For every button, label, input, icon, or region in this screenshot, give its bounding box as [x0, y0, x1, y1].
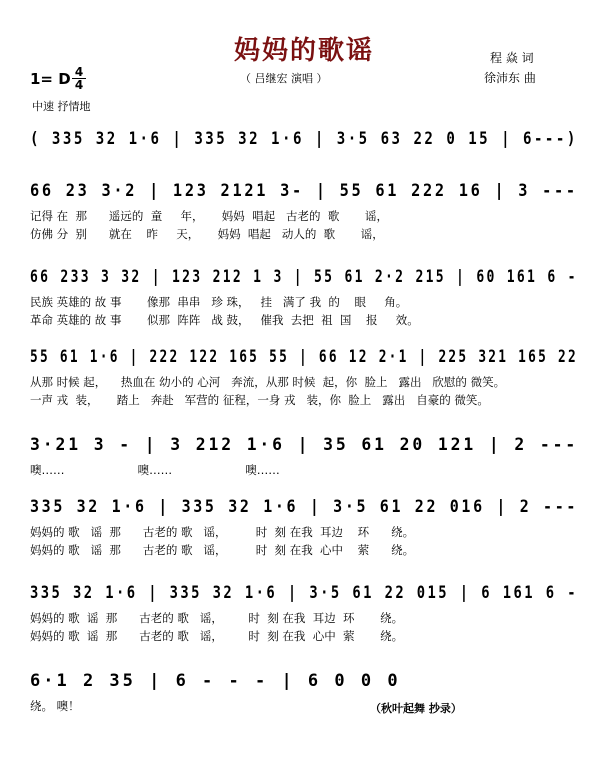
- lyric-line: 妈妈的 歌 谣 那 古老的 歌 谣， 时 刻 在我 心中 萦 绕。: [30, 629, 404, 643]
- lyric-line: 民族 英雄的 故 事 像那 串串 珍 珠， 挂 满了 我 的 眼 角。: [30, 295, 408, 309]
- score-system-7: [30, 582, 578, 604]
- copier-credit: （秋叶起舞 抄录）: [370, 702, 462, 715]
- composer-credit: 徐沛东 曲: [484, 71, 536, 85]
- notation-line: ( 335 32 1·6 | 335 32 1·6 | 3·5 63 22 0 15 | 6---): [30, 129, 578, 149]
- time-signature-top: 4: [72, 66, 86, 79]
- tempo-marking: 中速 抒情地: [32, 100, 91, 113]
- notation-line: 3·21 3 - | 3 212 1·6 | 35 61 20 121 | 2 ---: [30, 435, 579, 455]
- lyric-line: 妈妈的 歌 谣 那 古老的 歌 谣， 时 刻 在我 心中 萦 绕。: [30, 543, 415, 557]
- lyric-line: 噢…… 噢…… 噢……: [30, 463, 280, 477]
- lyric-line: 一声 戎 装， 踏上 奔赴 军营的 征程，一身 戎 装，你 脸上 露出 自豪的 微笑。: [30, 393, 489, 407]
- lyricist-credit: 程 焱 词: [490, 51, 534, 65]
- song-title: 妈妈的歌谣: [233, 36, 374, 66]
- key-signature: 1= D: [30, 70, 71, 88]
- lyric-line: 妈妈的 歌 谣 那 古老的 歌 谣， 时 刻 在我 耳边 环 绕。: [30, 525, 415, 539]
- notation-line: 55 61 1·6 | 222 122 165 55 | 66 12 2·1 | 225 321 165 22: [30, 347, 578, 367]
- lyric-line: 从那 时候 起， 热血在 幼小的 心河 奔流，从那 时候 起，你 脸上 露出 欣慰的 微笑。: [30, 375, 506, 389]
- lyric-line: 革命 英雄的 故 事 似那 阵阵 战 鼓， 催我 去把 祖 国 报 效。: [30, 313, 419, 327]
- score-system-3: [30, 266, 578, 288]
- singer-credit: （ 吕继宏 演唱 ）: [240, 72, 328, 85]
- score-system-1: [30, 128, 578, 150]
- score-system-5: [30, 434, 578, 456]
- lyric-line: 绕。 噢！: [30, 699, 80, 713]
- notation-line: 66 233 3 32 | 123 212 1 3 | 55 61 2·2 215 | 60 161 6 -: [30, 267, 578, 287]
- lyric-line: 妈妈的 歌 谣 那 古老的 歌 谣， 时 刻 在我 耳边 环 绕。: [30, 611, 404, 625]
- time-signature: [72, 66, 86, 91]
- lyric-line: 记得 在 那 遥远的 童 年， 妈妈 唱起 古老的 歌 谣，: [30, 209, 388, 223]
- notation-line: 335 32 1·6 | 335 32 1·6 | 3·5 61 22 016 | 2 ---: [30, 497, 579, 517]
- score-system-8: [30, 670, 578, 692]
- score-system-6: [30, 496, 578, 518]
- lyric-line: 仿佛 分 别 就在 昨 天， 妈妈 唱起 动人的 歌 谣，: [30, 227, 384, 241]
- notation-line: 6·1 2 35 | 6 - - - | 6 0 0 0: [30, 671, 401, 691]
- notation-line: 66 23 3·2 | 123 2121 3- | 55 61 222 16 | 3 ---: [30, 181, 578, 201]
- score-system-4: [30, 346, 578, 368]
- notation-line: 335 32 1·6 | 335 32 1·6 | 3·5 61 22 015 | 6 161 6 -: [30, 583, 578, 603]
- score-system-2: [30, 180, 578, 202]
- time-signature-bottom: 4: [74, 78, 84, 92]
